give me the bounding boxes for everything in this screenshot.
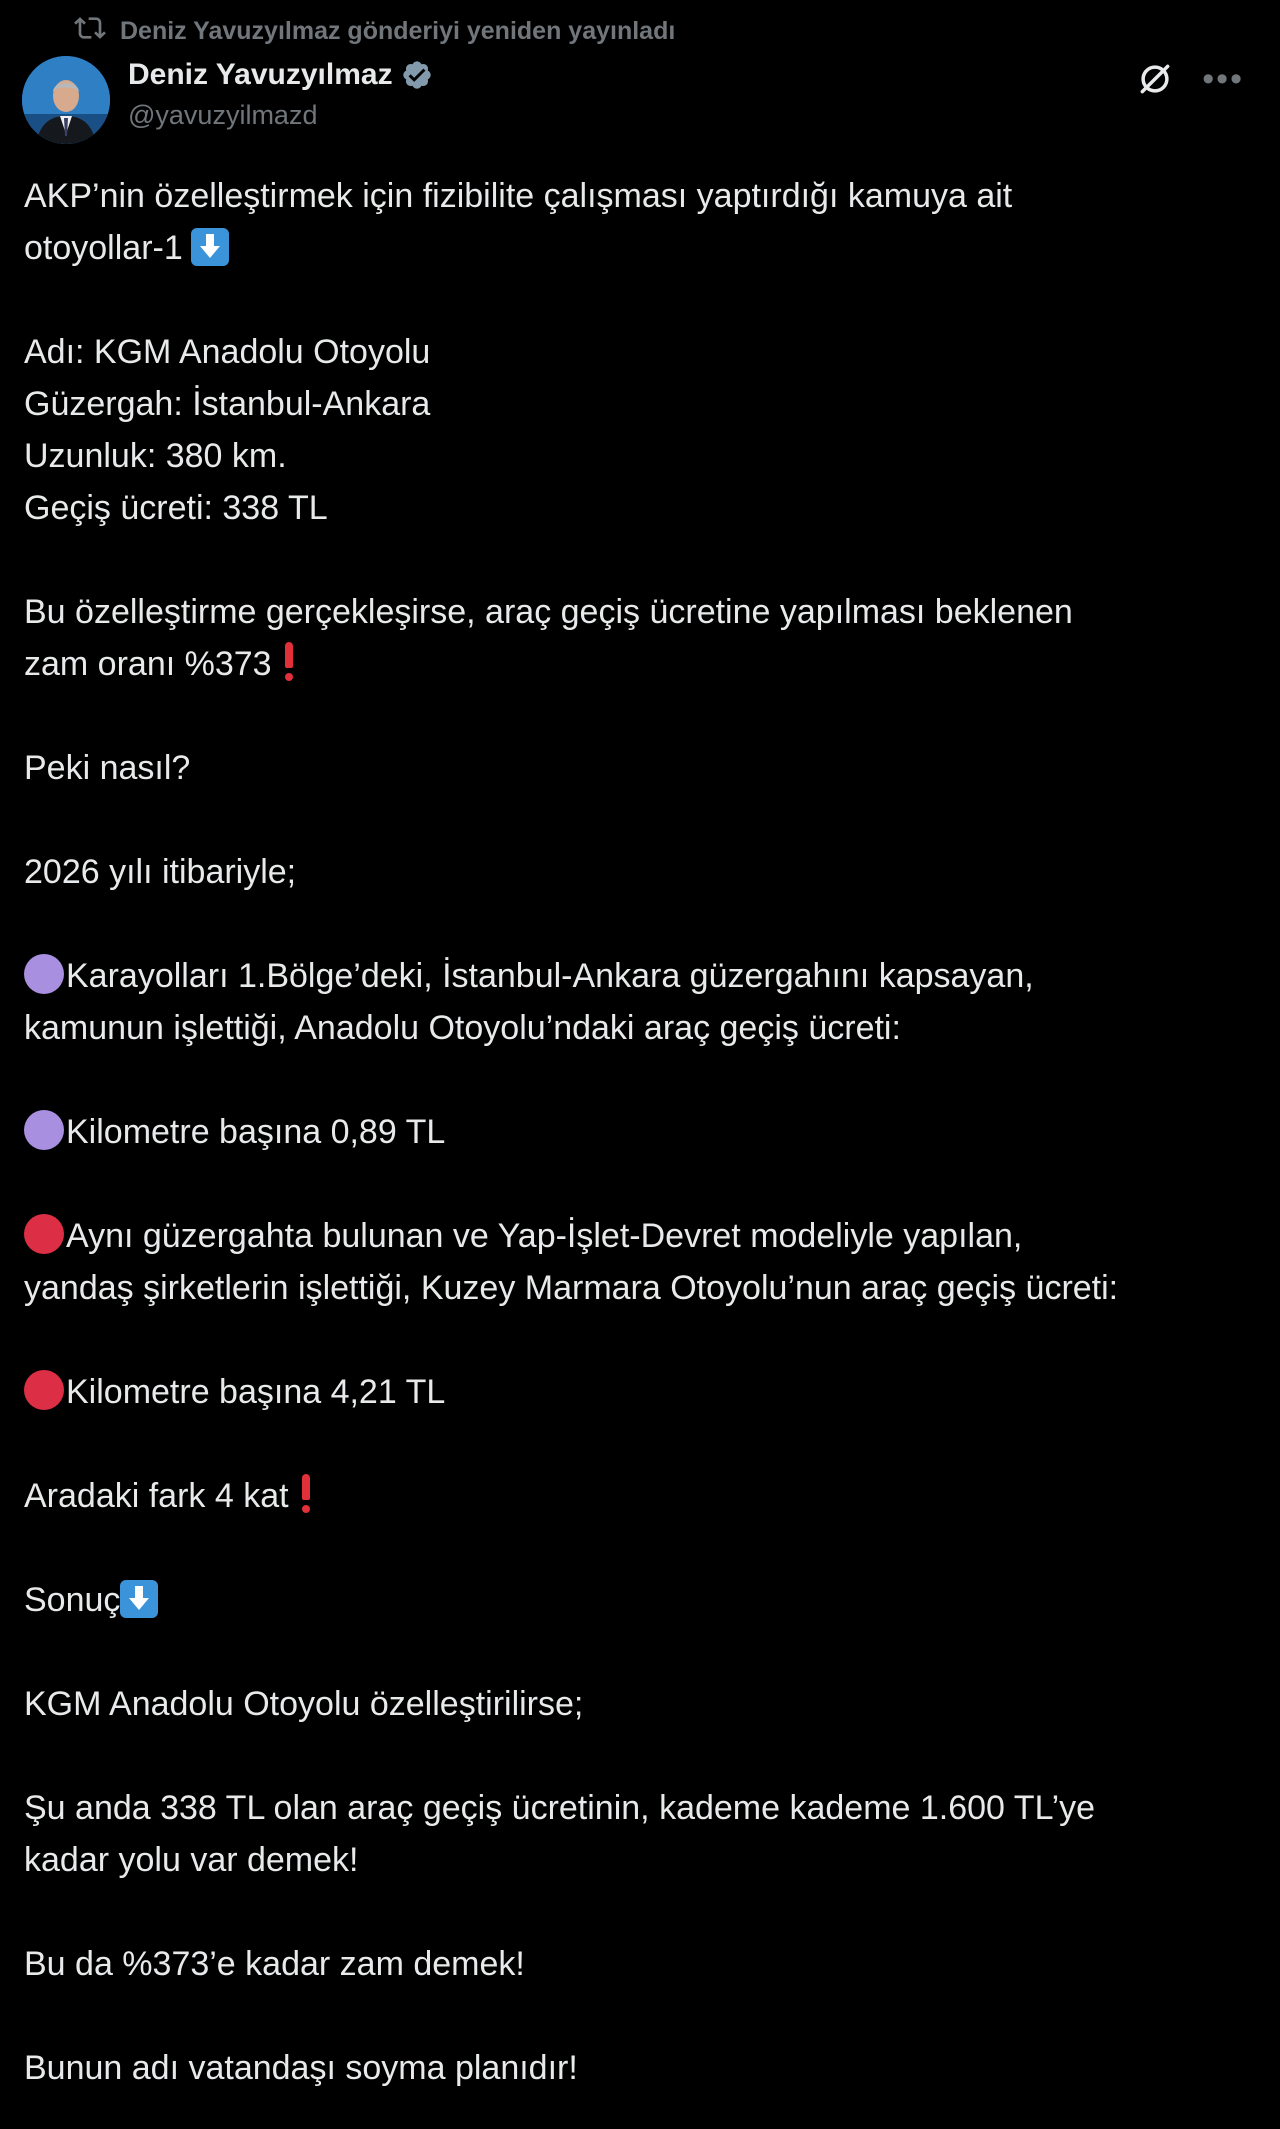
tweet-line: AKP’nin özelleştirmek için fizibilite çalışması yaptırdığı kamuya ait xyxy=(24,177,1013,215)
verified-badge-icon xyxy=(401,59,433,91)
tweet-line: Aynı güzergahta bulunan ve Yap-İşlet-Devret modeliyle yapılan, xyxy=(24,1210,1254,1262)
tweet-line: Geçiş ücreti: 338 TL xyxy=(24,489,328,527)
tweet-line: Kilometre başına 4,21 TL xyxy=(24,1366,1254,1418)
tweet-line: Karayolları 1.Bölge’deki, İstanbul-Ankara güzergahını kapsayan, xyxy=(24,950,1254,1002)
tweet-line: kamunun işlettiği, Anadolu Otoyolu’ndaki araç geçiş ücreti: xyxy=(24,1009,901,1047)
avatar[interactable] xyxy=(22,56,110,144)
tweet-line: 2026 yılı itibariyle; xyxy=(24,853,297,891)
tweet-line: Sonuç xyxy=(24,1574,1254,1626)
tweet-line: Şu anda 338 TL olan araç geçiş ücretinin, kademe kademe 1.600 TL’ye xyxy=(24,1789,1096,1827)
tweet-line: Uzunluk: 380 km. xyxy=(24,437,287,475)
tweet-line: Aradaki fark 4 kat xyxy=(24,1470,1254,1522)
tweet-line: Güzergah: İstanbul-Ankara xyxy=(24,385,431,423)
tweet-text xyxy=(24,170,1254,2094)
more-options-icon[interactable]: ••• xyxy=(1202,60,1244,98)
grok-icon[interactable] xyxy=(1136,60,1174,98)
tweet-line: kadar yolu var demek! xyxy=(24,1841,359,1879)
repost-text: Deniz Yavuzyılmaz gönderiyi yeniden yayınladı xyxy=(120,17,676,45)
tweet-line: Kilometre başına 0,89 TL xyxy=(24,1106,1254,1158)
tweet-line: Adı: KGM Anadolu Otoyolu xyxy=(24,333,431,371)
tweet-line: yandaş şirketlerin işlettiği, Kuzey Marmara Otoyolu’nun araç geçiş ücreti: xyxy=(24,1269,1119,1307)
repost-indicator[interactable] xyxy=(74,12,675,51)
repost-icon xyxy=(74,12,106,51)
purple-circle-emoji-icon xyxy=(24,1110,64,1150)
red-circle-emoji-icon xyxy=(24,1370,64,1410)
purple-circle-emoji-icon xyxy=(24,954,64,994)
tweet-line: Bu da %373’e kadar zam demek! xyxy=(24,1945,525,1983)
tweet-line: Bunun adı vatandaşı soyma planıdır! xyxy=(24,2049,578,2087)
red-circle-emoji-icon xyxy=(24,1214,64,1254)
author-handle[interactable]: @yavuzyilmazd xyxy=(128,100,318,130)
tweet-line: otoyollar-1 xyxy=(24,222,1254,274)
tweet-line: KGM Anadolu Otoyolu özelleştirilirse; xyxy=(24,1685,584,1723)
tweet-line: Bu özelleştirme gerçekleşirse, araç geçiş ücretine yapılması beklenen xyxy=(24,593,1073,631)
tweet-line: zam oranı %373 xyxy=(24,638,1254,690)
author-name[interactable]: Deniz Yavuzyılmaz xyxy=(128,58,393,91)
exclamation-emoji-icon xyxy=(282,642,296,682)
down-arrow-emoji-icon xyxy=(191,228,229,266)
tweet-line: Peki nasıl? xyxy=(24,749,191,787)
down-arrow-emoji-icon xyxy=(120,1580,158,1618)
exclamation-emoji-icon xyxy=(299,1474,313,1514)
